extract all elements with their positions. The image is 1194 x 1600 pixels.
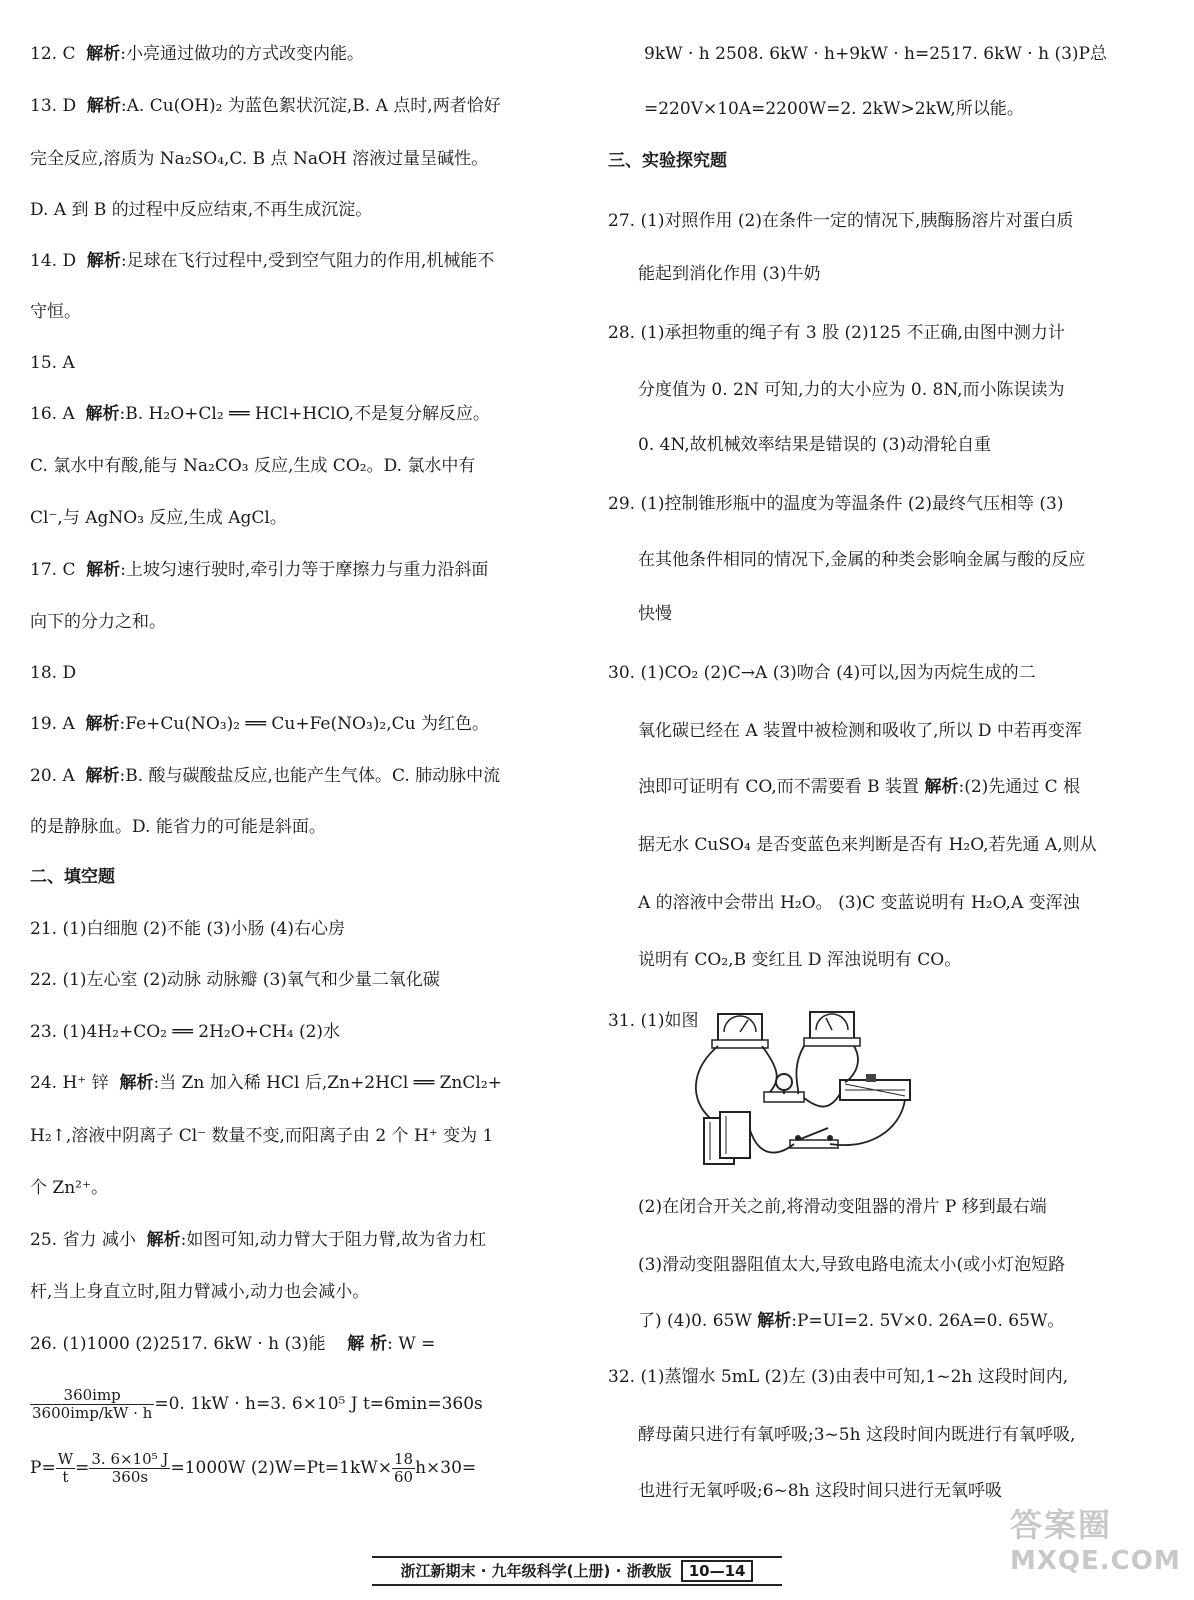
answer-31-line3: (3)滑动变阻器阻值太大,导致电路电流太小(或小灯泡短路 [638,1255,1066,1275]
answer-16-line3: Cl⁻,与 AgNO₃ 反应,生成 AgCl。 [30,508,287,528]
answer-26-cont-line1: 9kW · h 2508. 6kW · h+9kW · h=2517. 6kW · h (3)P总 [644,44,1107,64]
answer-18: 18. D [30,663,77,683]
answer-30-line5: A 的溶液中会带出 H₂O。 (3)C 变蓝说明有 H₂O,A 变浑浊 [638,893,1080,913]
answer-22: 22. (1)左心室 (2)动脉 动脉瓣 (3)氧气和少量二氧化碳 [30,970,440,990]
answer-30-line2: 氧化碳已经在 A 装置中被检测和吸收了,所以 D 中若再变浑 [638,721,1082,741]
answer-13-line3: D. A 到 B 的过程中反应结束,不再生成沉淀。 [30,200,373,220]
answer-28-line3: 0. 4N,故机械效率结果是错误的 (3)动滑轮自重 [638,435,992,455]
answer-12: 12. C 解析:小亮通过做功的方式改变内能。 [30,44,364,64]
watermark-top: 答案圈 [1010,1506,1113,1544]
answer-17: 17. C 解析:上坡匀速行驶时,牵引力等于摩擦力与重力沿斜面 [30,560,489,580]
answer-26-formula1: $\frac{\text{360imp}}{\text{3600imp/kW · h}}$ =0. 1kW · h=3. 6×10⁵ J t=6min=360s [32,1386,483,1422]
fraction-joule-over-s: $\frac{\text{3. 6×10⁵ J}}{360s}$ [91,1450,169,1486]
fraction-w-over-t: $\frac{W}{t}$ [57,1450,74,1486]
answer-29-line2: 在其他条件相同的情况下,金属的种类会影响金属与酸的反应 [638,550,1086,570]
answer-24: 24. H⁺ 锌 解析:当 Zn 加入稀 HCl 后,Zn+2HCl ══ ZnCl₂+ [30,1073,502,1093]
answer-24-line3: 个 Zn²⁺。 [30,1178,108,1198]
answer-14: 14. D 解析:足球在飞行过程中,受到空气阻力的作用,机械能不 [30,251,495,271]
answer-30-line4: 据无水 CuSO₄ 是否变蓝色来判断是否有 H₂O,若先通 A,则从 [638,835,1097,855]
answer-27-line2: 能起到消化作用 (3)牛奶 [638,264,821,284]
answer-14-line2: 守恒。 [30,302,81,322]
footer-title: 浙江新期末 · 九年级科学(上册) · 浙教版 [400,1562,672,1580]
answer-16: 16. A 解析:B. H₂O+Cl₂ ══ HCl+HClO,不是复分解反应。 [30,404,491,424]
answer-26-cont-line2: =220V×10A=2200W=2. 2kW>2kW,所以能。 [644,99,1024,119]
answer-31-line2: (2)在闭合开关之前,将滑动变阻器的滑片 P 移到最右端 [638,1197,1047,1217]
answer-25: 25. 省力 减小 解析:如图可知,动力臂大于阻力臂,故为省力杠 [30,1230,487,1250]
answer-32-line3: 也进行无氧呼吸;6~8h 这段时间只进行无氧呼吸 [638,1481,1002,1501]
answer-21: 21. (1)白细胞 (2)不能 (3)小肠 (4)右心房 [30,919,345,939]
answer-20: 20. A 解析:B. 酸与碳酸盐反应,也能产生气体。C. 肺动脉中流 [30,766,501,786]
fraction-energy: $\frac{\text{360imp}}{\text{3600imp/kW · h}}$ [32,1386,153,1422]
answer-20-line2: 的是静脉血。D. 能省力的可能是斜面。 [30,817,326,837]
answer-26-formula2: P= $\frac{W}{t}$ = $\frac{\text{3. 6×10⁵ J}}{360s}$ =1000W (2)W=Pt=1kW× $\frac{18}{60}$ h×30= [30,1450,477,1486]
answer-29: 29. (1)控制锥形瓶中的温度为等温条件 (2)最终气压相等 (3) [608,494,1064,514]
answer-25-line2: 杆,当上身直立时,阻力臂减小,动力也会减小。 [30,1282,370,1302]
answer-31: 31. (1)如图 [608,1011,699,1031]
answer-30-line6: 说明有 CO₂,B 变红且 D 浑浊说明有 CO。 [638,950,962,970]
watermark-bottom: MXQE.COM [1010,1546,1181,1576]
section-heading-fill-in: 二、填空题 [30,867,115,887]
answer-30-line3: 浊即可证明有 CO,而不需要看 B 装置 解析:(2)先通过 C 根 [638,777,1081,797]
answer-24-line2: H₂↑,溶液中阴离子 Cl⁻ 数量不变,而阳离子由 2 个 H⁺ 变为 1 [30,1126,494,1146]
answer-13-line2: 完全反应,溶质为 Na₂SO₄,C. B 点 NaOH 溶液过量呈碱性。 [30,149,489,169]
answer-23: 23. (1)4H₂+CO₂ ══ 2H₂O+CH₄ (2)水 [30,1022,341,1042]
battery-icon [704,1112,750,1164]
section-heading-experiment: 三、实验探究题 [608,151,727,171]
answer-30: 30. (1)CO₂ (2)C→A (3)吻合 (4)可以,因为丙烷生成的二 [608,663,1036,683]
ammeter-icon [712,1014,768,1048]
answer-29-line3: 快慢 [638,604,672,624]
answer-17-line2: 向下的分力之和。 [30,612,166,632]
answer-32-line2: 酵母菌只进行有氧呼吸;3~5h 这段时间内既进行有氧呼吸, [638,1425,1076,1445]
fraction-18-over-60: $\frac{18}{60}$ [393,1450,414,1486]
answer-16-line2: C. 氯水中有酸,能与 Na₂CO₃ 反应,生成 CO₂。D. 氯水中有 [30,456,476,476]
answer-28: 28. (1)承担物重的绳子有 3 股 (2)125 不正确,由图中测力计 [608,323,1065,343]
answer-26: 26. (1)1000 (2)2517. 6kW · h (3)能 解 析: W = [30,1334,436,1354]
answer-19: 19. A 解析:Fe+Cu(NO₃)₂ ══ Cu+Fe(NO₃)₂,Cu 为红色。 [30,714,489,734]
answer-32: 32. (1)蒸馏水 5mL (2)左 (3)由表中可知,1~2h 这段时间内, [608,1367,1069,1387]
answer-13: 13. D 解析:A. Cu(OH)₂ 为蓝色絮状沉淀,B. A 点时,两者恰好 [30,96,501,116]
page-number: 10—14 [681,1560,754,1582]
voltmeter-icon [804,1012,860,1046]
page-footer [372,1556,782,1586]
answer-15: 15. A [30,353,75,373]
watermark-logo [1010,1500,1180,1592]
answer-31-line4: 了) (4)0. 65W 解析:P=UI=2. 5V×0. 26A=0. 65W。 [638,1311,1065,1331]
answer-27: 27. (1)对照作用 (2)在条件一定的情况下,胰酶肠溶片对蛋白质 [608,211,1074,231]
circuit-diagram [690,1010,920,1170]
answer-28-line2: 分度值为 0. 2N 可知,力的大小应为 0. 8N,而小陈误读为 [638,380,1065,400]
